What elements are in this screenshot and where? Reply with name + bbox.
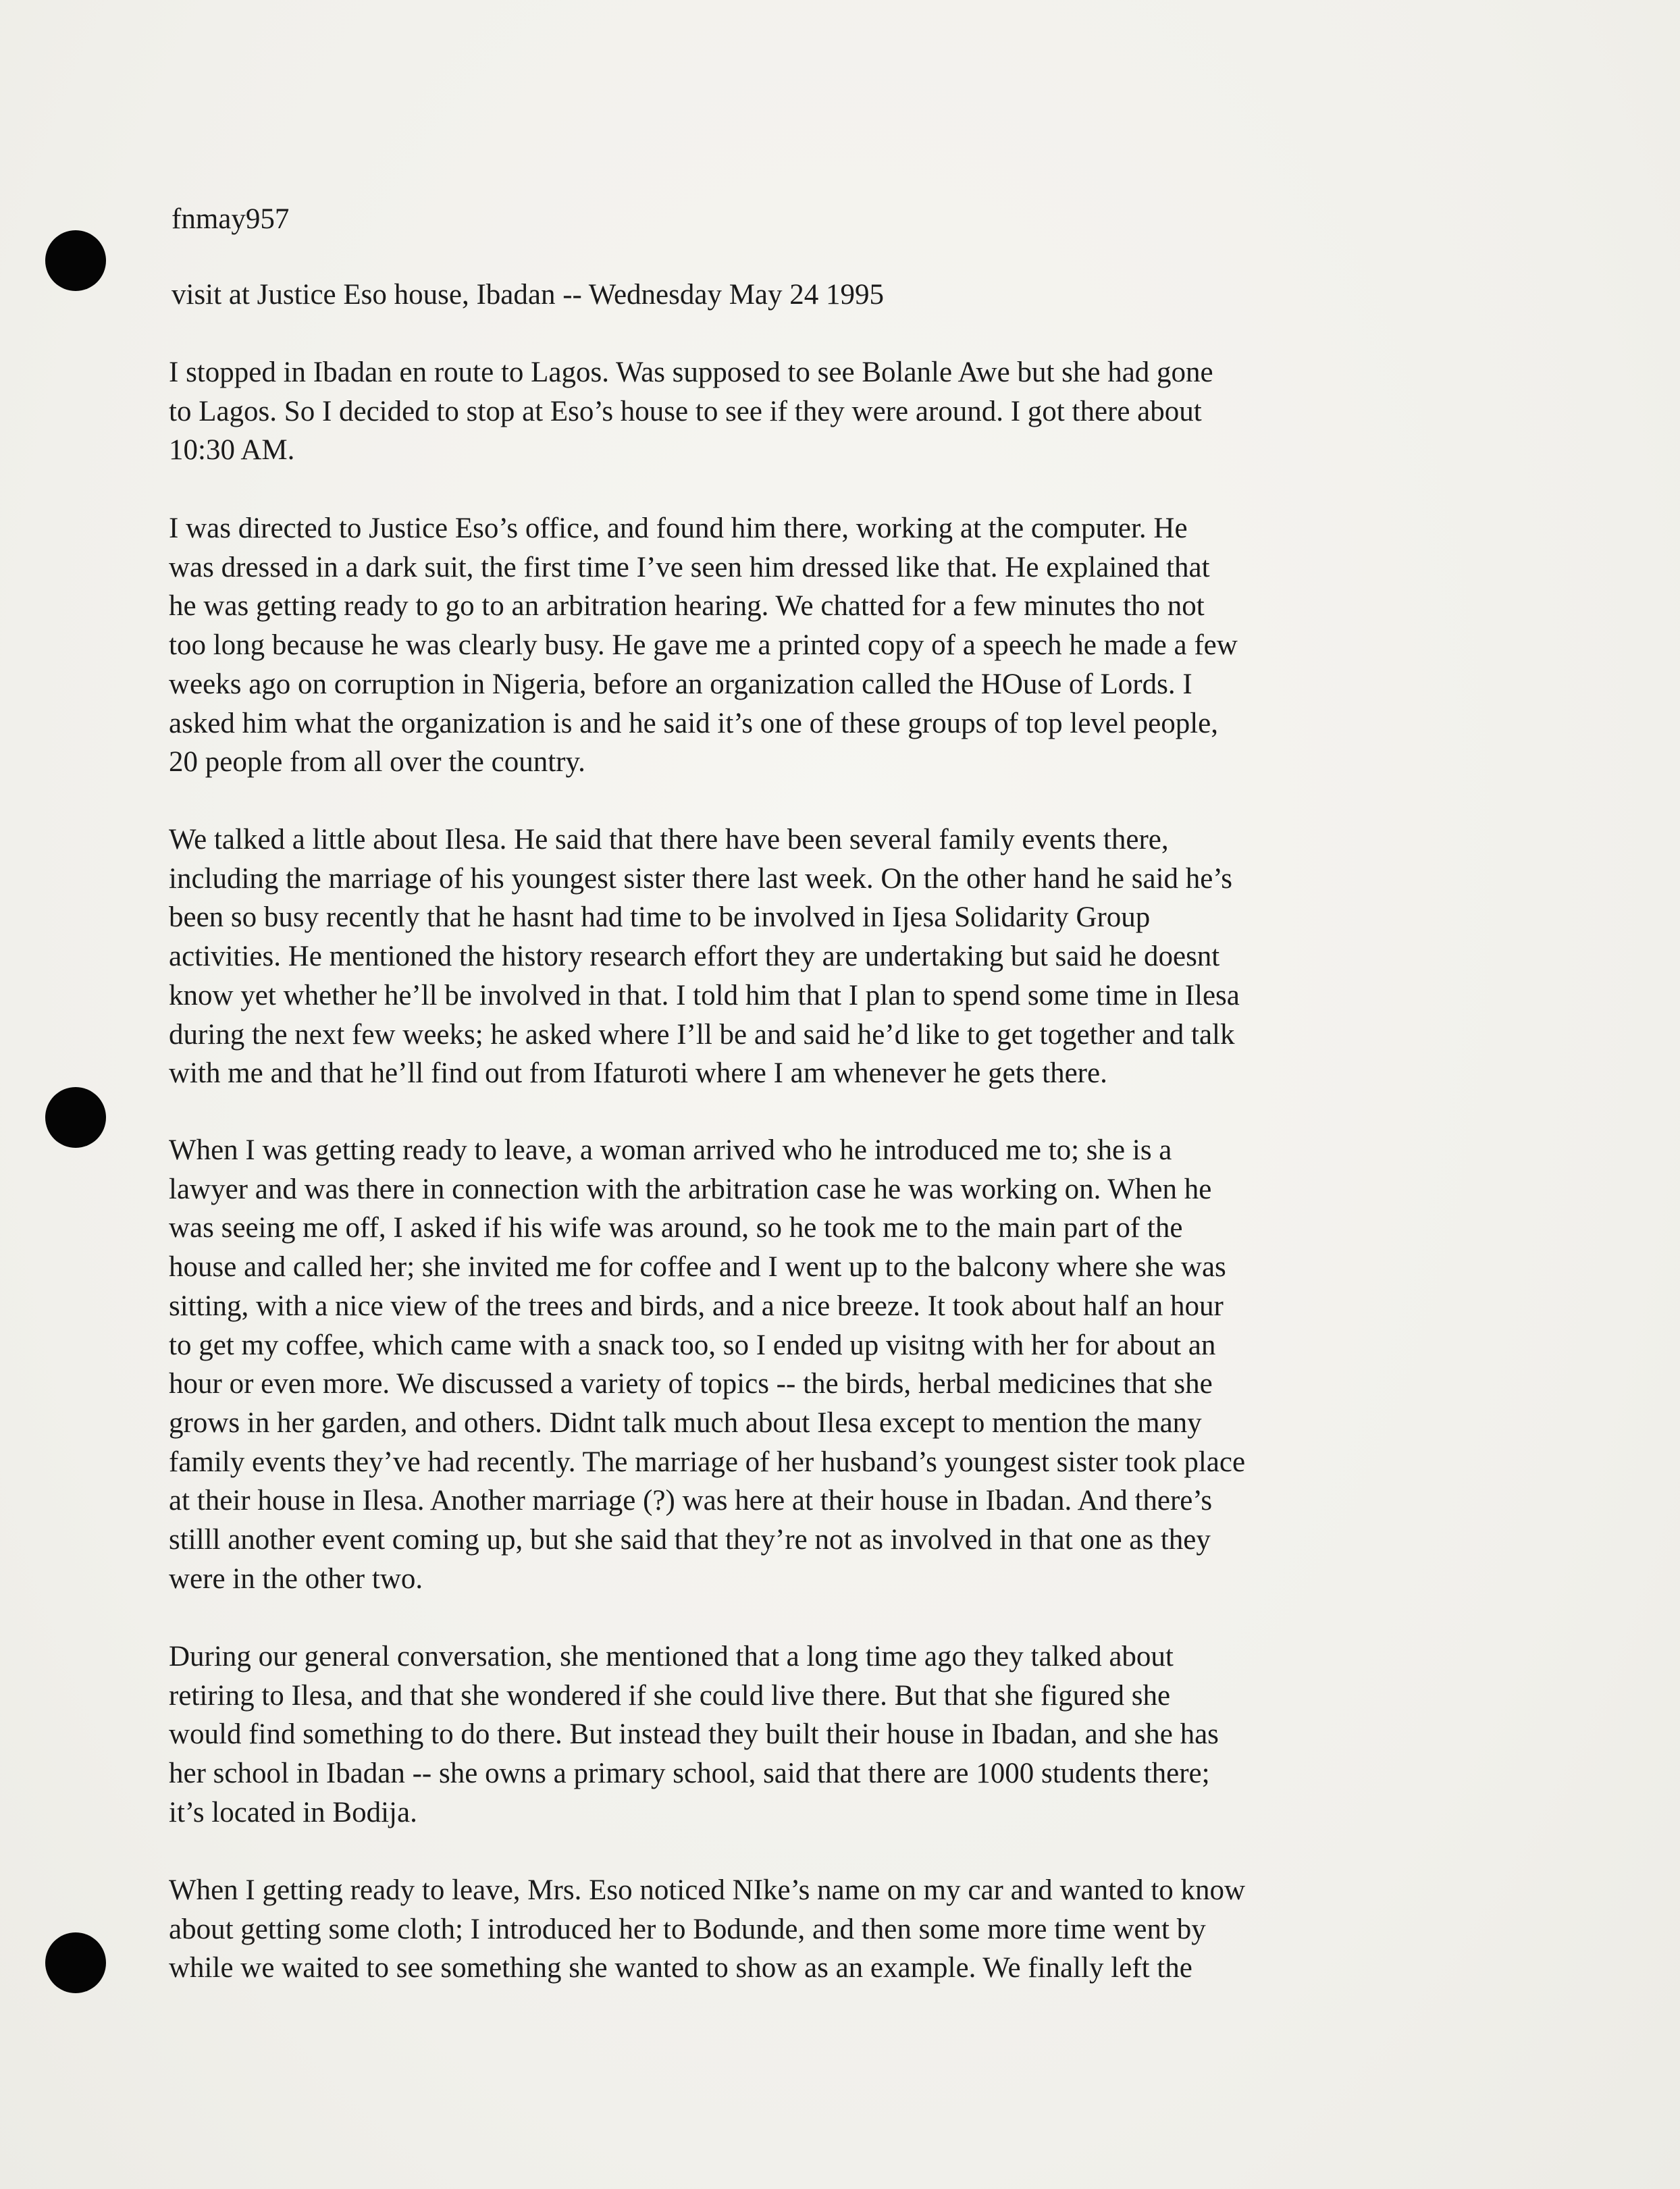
text-line: including the marriage of his youngest sister there last week. On the other hand he said he’s bbox=[169, 862, 1233, 895]
paragraph bbox=[169, 1637, 1540, 1832]
text-line: asked him what the organization is and he said it’s one of these groups of top level people, bbox=[169, 707, 1219, 739]
text-line: We talked a little about Ilesa. He said that there have been several family events there, bbox=[169, 824, 1169, 855]
text-line: to get my coffee, which came with a snack too, so I ended up visitng with her for about an bbox=[169, 1329, 1216, 1361]
text-line: it’s located in Bodija. bbox=[169, 1796, 417, 1828]
text-line: When I getting ready to leave, Mrs. Eso noticed NIke’s name on my car and wanted to know bbox=[169, 1874, 1246, 1906]
text-line: her school in Ibadan -- she owns a primary school, said that there are 1000 students there; bbox=[169, 1758, 1210, 1790]
paragraph bbox=[169, 1871, 1540, 1988]
text-line: retiring to Ilesa, and that she wondered if she could live there. But that she figured she bbox=[169, 1679, 1171, 1712]
binder-hole bbox=[45, 1087, 106, 1148]
text-line: lawyer and was there in connection with the arbitration case he was working on. When he bbox=[169, 1173, 1212, 1205]
document-id: fnmay957 bbox=[172, 203, 290, 235]
text-line: I stopped in Ibadan en route to Lagos. Was supposed to see Bolanle Awe but she had gone bbox=[169, 357, 1213, 388]
text-line: with me and that he’ll find out from Ifaturoti where I am whenever he gets there. bbox=[169, 1057, 1107, 1090]
paragraph bbox=[169, 820, 1540, 1093]
text-line: stilll another event coming up, but she said that they’re not as involved in that one as they bbox=[169, 1524, 1211, 1556]
text-line: weeks ago on corruption in Nigeria, before an organization called the HOuse of Lords. I bbox=[169, 668, 1192, 700]
text-line: too long because he was clearly busy. He gave me a printed copy of a speech he made a few bbox=[169, 629, 1238, 662]
binder-hole bbox=[45, 230, 106, 291]
paragraph bbox=[169, 509, 1540, 782]
text-line: about getting some cloth; I introduced her to Bodunde, and then some more time went by bbox=[169, 1913, 1206, 1945]
text-line: 10:30 AM. bbox=[169, 434, 295, 467]
text-line: hour or even more. We discussed a variety of topics -- the birds, herbal medicines that she bbox=[169, 1368, 1213, 1400]
text-line: activities. He mentioned the history research effort they are undertaking but said he doesnt bbox=[169, 941, 1220, 973]
text-line: house and called her; she invited me for coffee and I went up to the balcony where she was bbox=[169, 1251, 1226, 1284]
text-line: know yet whether he’ll be involved in that. I told him that I plan to spend some time in Ilesa bbox=[169, 979, 1240, 1011]
binder-hole bbox=[45, 1932, 106, 1993]
text-line: grows in her garden, and others. Didnt talk much about Ilesa except to mention the many bbox=[169, 1406, 1202, 1439]
text-line: would find something to do there. But instead they built their house in Ibadan, and she has bbox=[169, 1718, 1219, 1751]
text-line: to Lagos. So I decided to stop at Eso’s house to see if they were around. I got there about bbox=[169, 395, 1202, 427]
text-line: 20 people from all over the country. bbox=[169, 746, 585, 779]
text-line: while we waited to see something she wanted to show as an example. We finally left the bbox=[169, 1952, 1192, 1984]
text-line: family events they’ve had recently. The marriage of her husband’s youngest sister took place bbox=[169, 1446, 1246, 1478]
text-line: been so busy recently that he hasnt had time to be involved in Ijesa Solidarity Group bbox=[169, 901, 1151, 934]
paragraph bbox=[169, 353, 1540, 470]
text-line: I was directed to Justice Eso’s office, and found him there, working at the computer. He bbox=[169, 512, 1188, 544]
text-line: he was getting ready to go to an arbitration hearing. We chatted for a few minutes tho not bbox=[169, 590, 1205, 623]
document-title: visit at Justice Eso house, Ibadan -- Wednesday May 24 1995 bbox=[172, 279, 885, 311]
text-line: were in the other two. bbox=[169, 1562, 423, 1595]
paragraph bbox=[169, 1131, 1540, 1598]
text-line: at their house in Ilesa. Another marriage (?) was here at their house in Ibadan. And there’s bbox=[169, 1485, 1213, 1517]
text-line: was seeing me off, I asked if his wife was around, so he took me to the main part of the bbox=[169, 1212, 1183, 1244]
text-line: During our general conversation, she mentioned that a long time ago they talked about bbox=[169, 1641, 1174, 1672]
text-line: was dressed in a dark suit, the first time I’ve seen him dressed like that. He explained that bbox=[169, 551, 1210, 583]
text-line: during the next few weeks; he asked where I’ll be and said he’d like to get together and talk bbox=[169, 1018, 1235, 1051]
text-line: sitting, with a nice view of the trees and birds, and a nice breeze. It took about half an hour bbox=[169, 1290, 1224, 1322]
text-line: When I was getting ready to leave, a woman arrived who he introduced me to; she is a bbox=[169, 1134, 1172, 1166]
